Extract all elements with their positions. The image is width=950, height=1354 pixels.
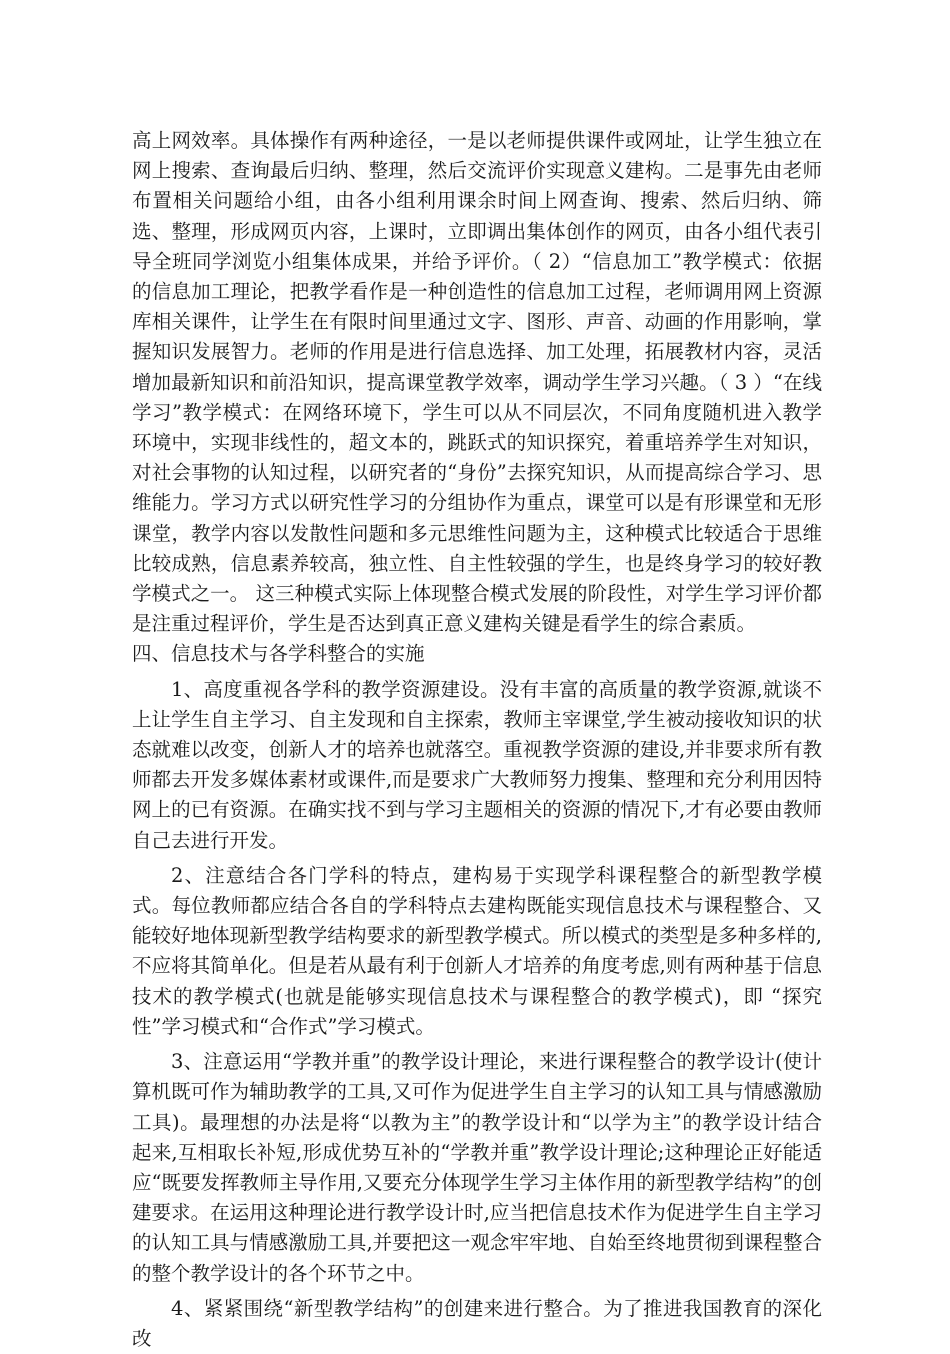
paragraph-intro: 高上网效率。具体操作有两种途径，一是以老师提供课件或网址，让学生独立在网上搜索、查询最后归纳、整理，然后交流评价实现意义建构。二是事先由老师布置相关问题给小组，由各小组利用课余时间上网查询、搜索、然后归纳、筛选、整理，形成网页内容，上课时，立即调出集体创作的网页，由各小组代表引导全班同学浏览小组集体成果，并给予评价。（ 2）“信息加工”教学模式：依据的信息加工理论，把教学看作是一种创造性的信息加工过程，老师调用网上资源库相关课件，让学生在有限时间里通过文字、图形、声音、动画的作用影响，掌握知识发展智力。老师的作用是进行信息选择、加工处理，拓展教材内容，灵活增加最新知识和前沿知识，提高课堂教学效率，调动学生学习兴趣。（ 3 ）“在线学习”教学模式：在网络环境下，学生可以从不同层次，不同角度随机进入教学环境中，实现非线性的，超文本的，跳跃式的知识探究，着重培养学生对知识，对社会事物的认知过程，以研究者的“身份”去探究知识，从而提高综合学习、思维能力。学习方式以研究性学习的分组协作为重点，课堂可以是有形课堂和无形课堂，教学内容以发散性问题和多元思维性问题为主，这种模式比较适合于思维比较成熟，信息素养较高，独立性、自主性较强的学生，也是终身学习的较好教学模式之一。 这三种模式实际上体现整合模式发展的阶段性，对学生学习评价都是注重过程评价，学生是否达到真正意义建构关键是看学生的综合素质。 bbox=[132, 129, 822, 636]
list-item-3: 3、注意运用“学教并重”的教学设计理论，来进行课程整合的教学设计(使计算机既可作为辅助教学的工具,又可作为促进学生自主学习的认知工具与情感激励工具)。最理想的办法是将“以教为主”的教学设计和“以学为主”的教学设计结合起来,互相取长补短,形成优势互补的“学教并重”教学设计理论;这种理论正好能适应“既要发挥教师主导作用,又要充分体现学生学习主体作用的新型教学结构”的创建要求。在运用这种理论进行教学设计时,应当把信息技术作为促进学生自主学习的认知工具与情感激励工具,并要把这一观念牢牢地、自始至终地贯彻到课程整合的整个教学设计的各个环节之中。 bbox=[132, 1050, 822, 1285]
section-heading: 四、信息技术与各学科整合的实施 bbox=[132, 642, 425, 666]
list-item-1: 1、高度重视各学科的教学资源建设。没有丰富的高质量的教学资源,就谈不上让学生自主学习、自主发现和自主探索，教师主宰课堂,学生被动接收知识的状态就难以改变，创新人才的培养也就落空。重视教学资源的建设,并非要求所有教师都去开发多媒体素材或课件,而是要求广大教师努力搜集、整理和充分利用因特网上的已有资源。在确实找不到与学习主题相关的资源的情况下,才有必要由教师自己去进行开发。 bbox=[132, 677, 822, 852]
document-page bbox=[132, 126, 822, 1354]
list-item-4: 4、紧紧围绕“新型教学结构”的创建来进行整合。为了推进我国教育的深化改 bbox=[132, 1296, 822, 1350]
list-item-2: 2、注意结合各门学科的特点，建构易于实现学科课程整合的新型教学模式。每位教师都应结合各自的学科特点去建构既能实现信息技术与课程整合、又能较好地体现新型教学结构要求的新型教学模式。所以模式的类型是多种多样的,不应将其简单化。但是若从最有利于创新人才培养的角度考虑,则有两种基于信息技术的教学模式(也就是能够实现信息技术与课程整合的教学模式)，即 “探究性”学习模式和“合作式”学习模式。 bbox=[132, 863, 822, 1038]
